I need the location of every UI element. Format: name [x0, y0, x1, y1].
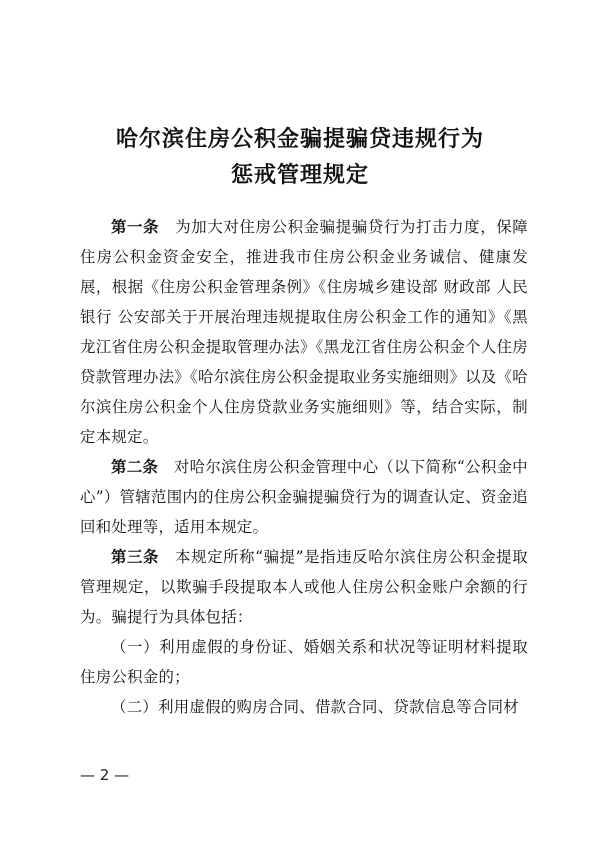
list-item [80, 632, 528, 692]
article-text: 为加大对住房公积金骗提骗贷行为打击力度，保障住房公积金资金安全，推进我市住房公积金业务诚信、健康发展，根据《住房公积金管理条例》《住房城乡建设部 财政部 人民银行 公安部关于开展治理违规提取住房公积金工作的通知》《黑龙江省住房公积金提取管理办法》《黑龙江省住房公积金个人住房贷款管理办法》《哈尔滨住房公积金提取业务实施细则》以及《哈尔滨住房公积金个人住房贷款业务实施细则》等，结合实际，制定本规定。 [80, 218, 528, 446]
article-label: 第一条 [111, 218, 160, 236]
article-text: 本规定所称“骗提”是指违反哈尔滨住房公积金提取管理规定，以欺骗手段提取本人或他人住房公积金账户余额的行为。骗提行为具体包括： [80, 548, 528, 626]
item-text: （一）利用虚假的身份证、婚姻关系和状况等证明材料提取住房公积金的； [80, 638, 528, 686]
article-text: 对哈尔滨住房公积金管理中心（以下简称“公积金中心”）管辖范围内的住房公积金骗提骗贷行为的调查认定、资金追回和处理等，适用本规定。 [80, 458, 528, 536]
article-3 [80, 542, 528, 632]
article-label: 第三条 [111, 548, 160, 566]
list-item [80, 692, 528, 722]
article-1 [80, 212, 528, 452]
article-label: 第二条 [111, 458, 159, 476]
item-text: （二）利用虚假的购房合同、借款合同、贷款信息等合同材 [111, 698, 519, 716]
document-body [80, 212, 528, 722]
page-number: — 2 — [80, 766, 130, 784]
document-title-line-1: 哈尔滨住房公积金骗提骗贷违规行为 [115, 127, 484, 152]
article-2 [80, 452, 528, 542]
document-title-line-2: 惩戒管理规定 [230, 163, 369, 188]
